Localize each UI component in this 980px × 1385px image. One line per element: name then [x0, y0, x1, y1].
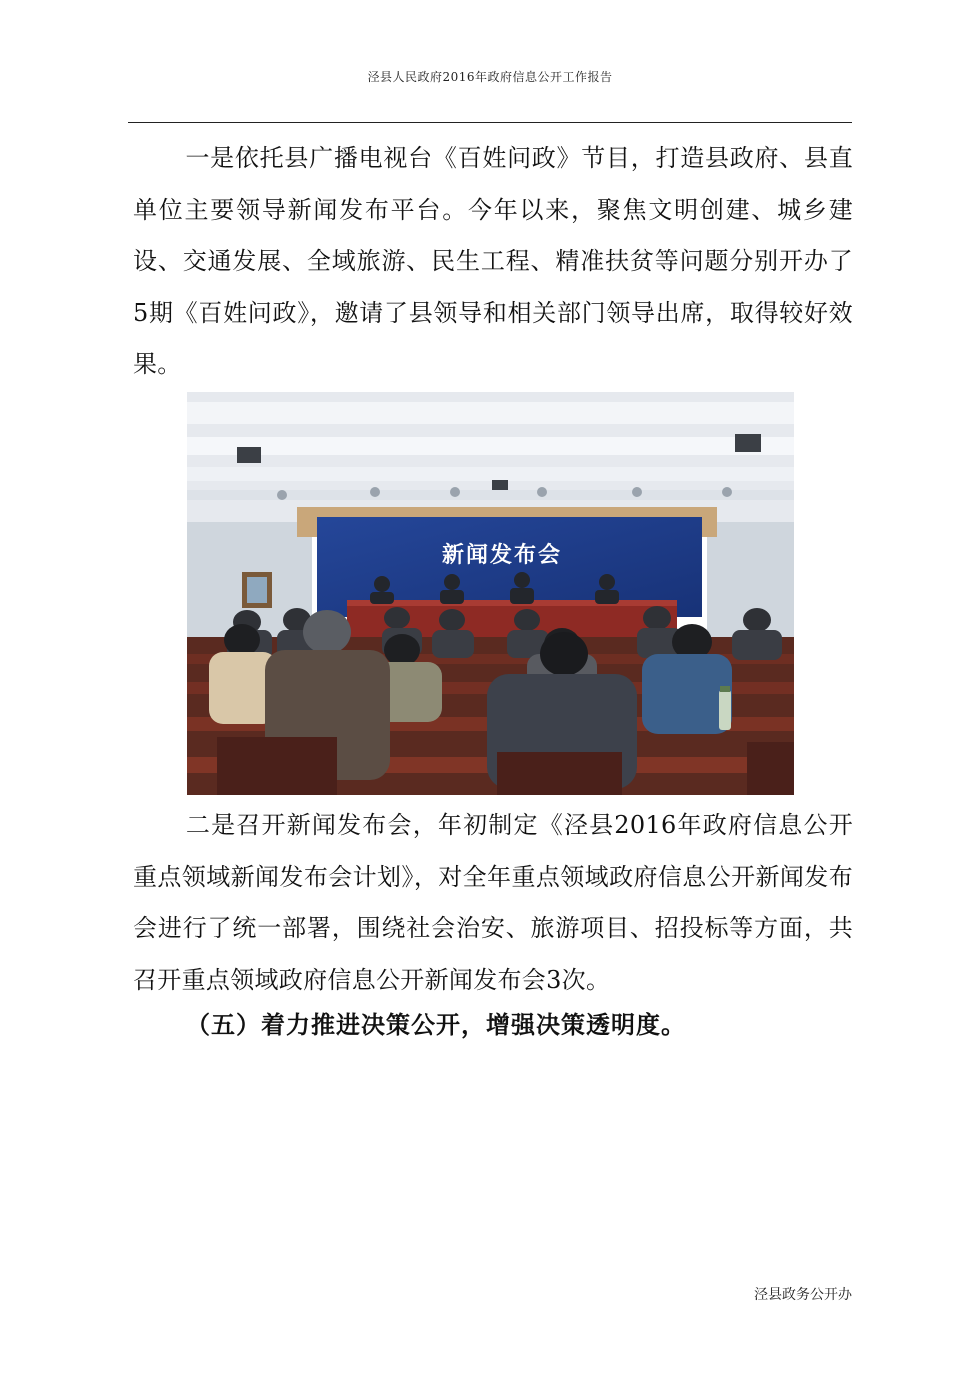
paragraph-1-text: 一是依托县广播电视台《百姓问政》节目，打造县政府、县直单位主要领导新闻发布平台。今年以来，聚焦文明创建、城乡建设、交通发展、全域旅游、民生工程、精准扶贫等问题分别开办了5期《百姓问政》，邀请了县领导和相关部门领导出席，取得较好效果。 — [133, 144, 853, 378]
paragraph-1 — [133, 133, 853, 391]
paragraph-2-text: 二是召开新闻发布会，年初制定《泾县2016年政府信息公开重点领域新闻发布会计划》，对全年重点领域政府信息公开新闻发布会进行了统一部署，围绕社会治安、旅游项目、招投标等方面，共召开重点领域政府信息公开新闻发布会3次。 — [133, 811, 853, 994]
banner-text: 新闻发布会 — [442, 543, 563, 568]
press-conference-photo — [187, 392, 794, 795]
page-footer: 泾县政务公开办 — [754, 1287, 852, 1303]
paragraph-2 — [133, 800, 853, 1006]
header-rule — [128, 122, 852, 123]
section-heading: （五）着力推进决策公开，增强决策透明度。 — [186, 1011, 686, 1039]
page-header: 泾县人民政府2016年政府信息公开工作报告 — [367, 70, 613, 84]
